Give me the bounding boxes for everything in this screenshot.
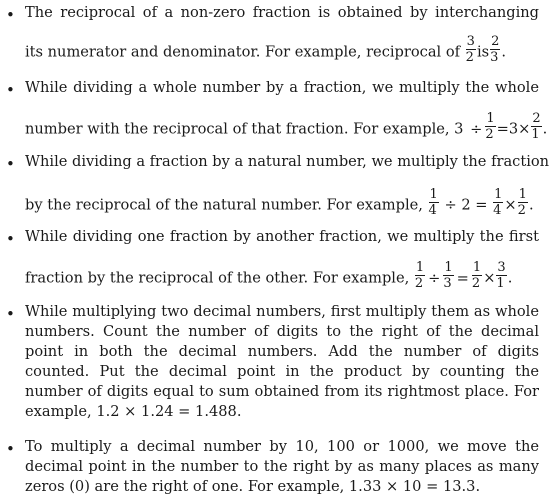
- fraction-numerator: 2: [532, 111, 541, 126]
- times-sign: ×: [504, 196, 517, 214]
- fraction-numerator: 1: [415, 260, 425, 275]
- point-line: number of digits equal to sum obtained from its rightmost place. For: [25, 383, 539, 400]
- fraction: [518, 188, 528, 217]
- point-line: example, 1.2 × 1.24 = 1.488.: [25, 403, 242, 420]
- example-equals: =3×: [496, 120, 531, 138]
- fraction: [443, 261, 453, 290]
- fraction-denominator: 2: [485, 127, 494, 142]
- example-word: is: [476, 43, 490, 61]
- bullet-icon: •: [6, 155, 15, 173]
- example-end: .: [528, 196, 534, 214]
- example-end: .: [542, 120, 548, 138]
- fraction-denominator: 1: [496, 276, 505, 291]
- fraction-numerator: 1: [486, 111, 495, 126]
- point-line-text: fraction by the reciprocal of the other. For example,: [25, 269, 410, 287]
- bullet-icon: •: [6, 440, 15, 458]
- bullet-icon: •: [6, 81, 15, 99]
- fraction-denominator: 3: [443, 276, 452, 291]
- fraction-numerator: 1: [518, 187, 527, 202]
- point-line: [25, 260, 539, 293]
- fraction-denominator: 2: [414, 276, 424, 291]
- point-line: [25, 34, 539, 67]
- point-line-text: by the reciprocal of the natural number. For example,: [25, 196, 423, 214]
- bullet-icon: •: [6, 6, 15, 24]
- example-end: .: [507, 269, 513, 287]
- fraction-numerator: 1: [429, 187, 438, 202]
- point-line-text: its numerator and denominator. For example, reciprocal of: [25, 43, 461, 61]
- divide-sign: ÷: [470, 120, 483, 138]
- divide-sign: ÷: [428, 269, 441, 287]
- fraction-numerator: 1: [472, 260, 482, 275]
- fraction: [485, 112, 495, 141]
- fraction-numerator: 3: [497, 260, 506, 275]
- point-line: [25, 111, 548, 144]
- fraction-numerator: 1: [494, 187, 503, 202]
- point-line: While dividing a fraction by a natural number, we multiply the fraction: [25, 153, 549, 170]
- fraction-denominator: 1: [531, 127, 540, 142]
- point-line: zeros (0) are the right of one. For example, 1.33 × 10 = 13.3.: [25, 478, 481, 495]
- point-line: counted. Put the decimal point in the product by counting the: [25, 363, 539, 380]
- equals-sign: =: [456, 269, 469, 287]
- fraction-denominator: 3: [490, 50, 499, 65]
- times-sign: ×: [483, 269, 496, 287]
- fraction: [466, 35, 476, 64]
- fraction: [531, 112, 541, 141]
- point-line: To multiply a decimal number by 10, 100 or 1000, we move the: [25, 438, 539, 455]
- fraction-numerator: 3: [466, 34, 475, 49]
- fraction-denominator: 4: [428, 203, 437, 218]
- fraction-numerator: 2: [491, 34, 500, 49]
- fraction: [496, 261, 506, 290]
- fraction: [429, 188, 439, 217]
- fraction-numerator: 1: [444, 260, 453, 275]
- fraction: [415, 261, 425, 290]
- point-line: The reciprocal of a non-zero fraction is obtained by interchanging: [25, 4, 539, 21]
- example-end: .: [501, 43, 507, 61]
- point-line: While dividing one fraction by another fraction, we multiply the first: [25, 228, 539, 245]
- fraction-denominator: 2: [471, 276, 481, 291]
- fraction-denominator: 4: [493, 203, 502, 218]
- fraction-denominator: 2: [517, 203, 526, 218]
- fraction: [490, 35, 500, 64]
- example-middle: ÷ 2 =: [444, 196, 488, 214]
- bullet-icon: •: [6, 305, 15, 323]
- bullet-icon: •: [6, 230, 15, 248]
- fraction-denominator: 2: [465, 50, 474, 65]
- example-lead: 3: [454, 120, 464, 138]
- fraction: [472, 261, 482, 290]
- point-line: While dividing a whole number by a fraction, we multiply the whole: [25, 79, 539, 96]
- point-line: point in both the decimal numbers. Add the number of digits: [25, 343, 539, 360]
- point-line: While multiplying two decimal numbers, first multiply them as whole: [25, 303, 539, 320]
- point-line: [25, 187, 539, 220]
- point-line-text: number with the reciprocal of that fraction. For example,: [25, 120, 450, 138]
- fraction: [493, 188, 503, 217]
- point-line: numbers. Count the number of digits to the right of the decimal: [25, 323, 539, 340]
- point-line: decimal point in the number to the right by as many places as many: [25, 458, 539, 475]
